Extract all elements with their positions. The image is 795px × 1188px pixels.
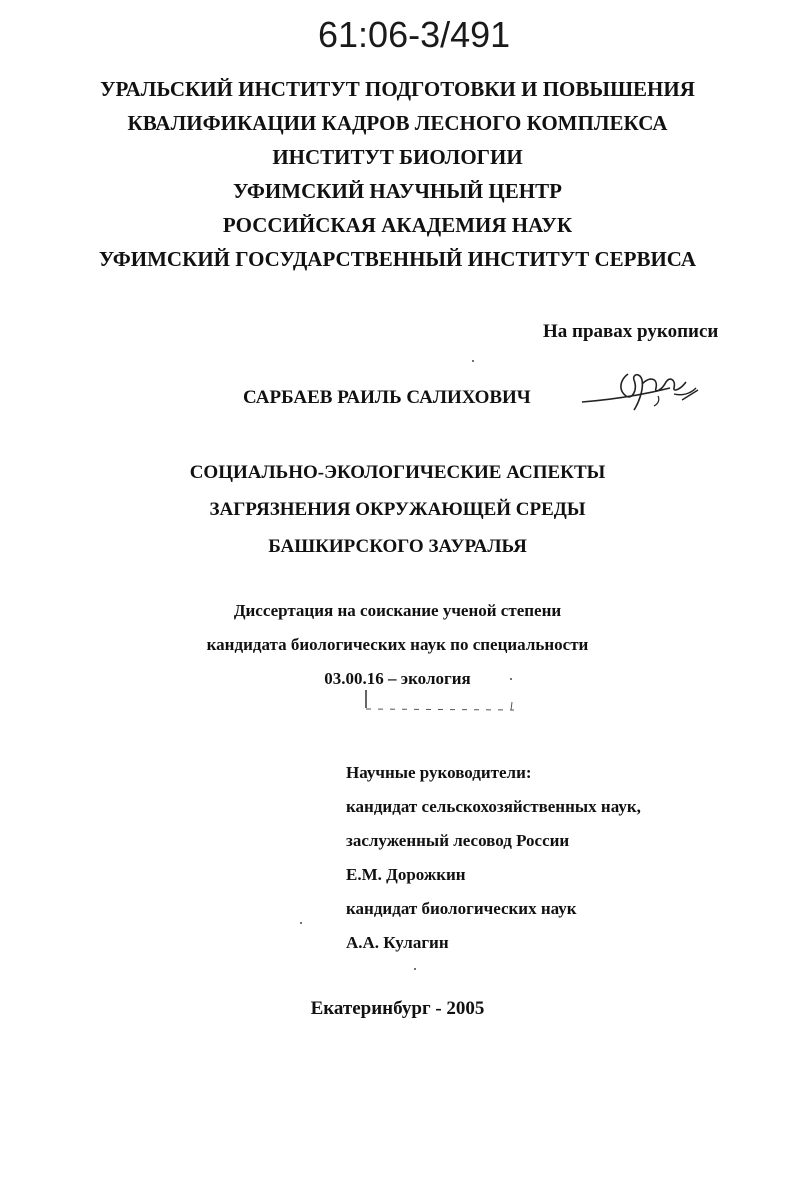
catalog-code: 61:06-3/491 [318,14,511,55]
scan-speck [414,968,416,970]
institution-line: УФИМСКИЙ НАУЧНЫЙ ЦЕНТР [233,179,562,203]
institution-line: ИНСТИТУТ БИОЛОГИИ [272,145,523,169]
place-year: Екатеринбург - 2005 [310,998,485,1019]
title-line: БАШКИРСКОГО ЗАУРАЛЬЯ [268,536,527,557]
signature-icon [578,360,708,420]
author-name: САРБАЕВ РАИЛЬ САЛИХОВИЧ [243,387,531,408]
dissertation-info [0,594,795,696]
supervisor-line: заслуженный лесовод России [346,831,570,850]
manuscript-note: На правах рукописи [543,321,719,342]
institutions-list [0,72,795,276]
degree-line: кандидата биологических наук по специальности [206,635,589,654]
supervisor-name: Е.М. Дорожкин [346,865,466,884]
scan-speck [300,922,302,924]
title-line: ЗАГРЯЗНЕНИЯ ОКРУЖАЮЩЕЙ СРЕДЫ [209,499,586,520]
specialty-line: 03.00.16 – экология [324,669,471,688]
scan-speck [510,678,512,680]
stamp-mark-icon [364,690,524,712]
supervisors-heading: Научные руководители: [346,763,532,782]
institution-line: УФИМСКИЙ ГОСУДАРСТВЕННЫЙ ИНСТИТУТ СЕРВИСА [98,247,697,271]
institution-line: РОССИЙСКАЯ АКАДЕМИЯ НАУК [222,213,573,237]
institution-line: УРАЛЬСКИЙ ИНСТИТУТ ПОДГОТОВКИ И ПОВЫШЕНИЯ [100,77,695,101]
supervisor-line: кандидат сельскохозяйственных наук, [346,797,641,816]
dissertation-title [0,454,795,565]
supervisor-line: кандидат биологических наук [346,899,577,918]
supervisors-block [346,756,641,960]
scan-speck [472,360,474,362]
supervisor-name: А.А. Кулагин [346,933,449,952]
degree-line: Диссертация на соискание ученой степени [233,601,562,620]
title-line: СОЦИАЛЬНО-ЭКОЛОГИЧЕСКИЕ АСПЕКТЫ [189,462,606,483]
institution-line: КВАЛИФИКАЦИИ КАДРОВ ЛЕСНОГО КОМПЛЕКСА [127,111,668,135]
